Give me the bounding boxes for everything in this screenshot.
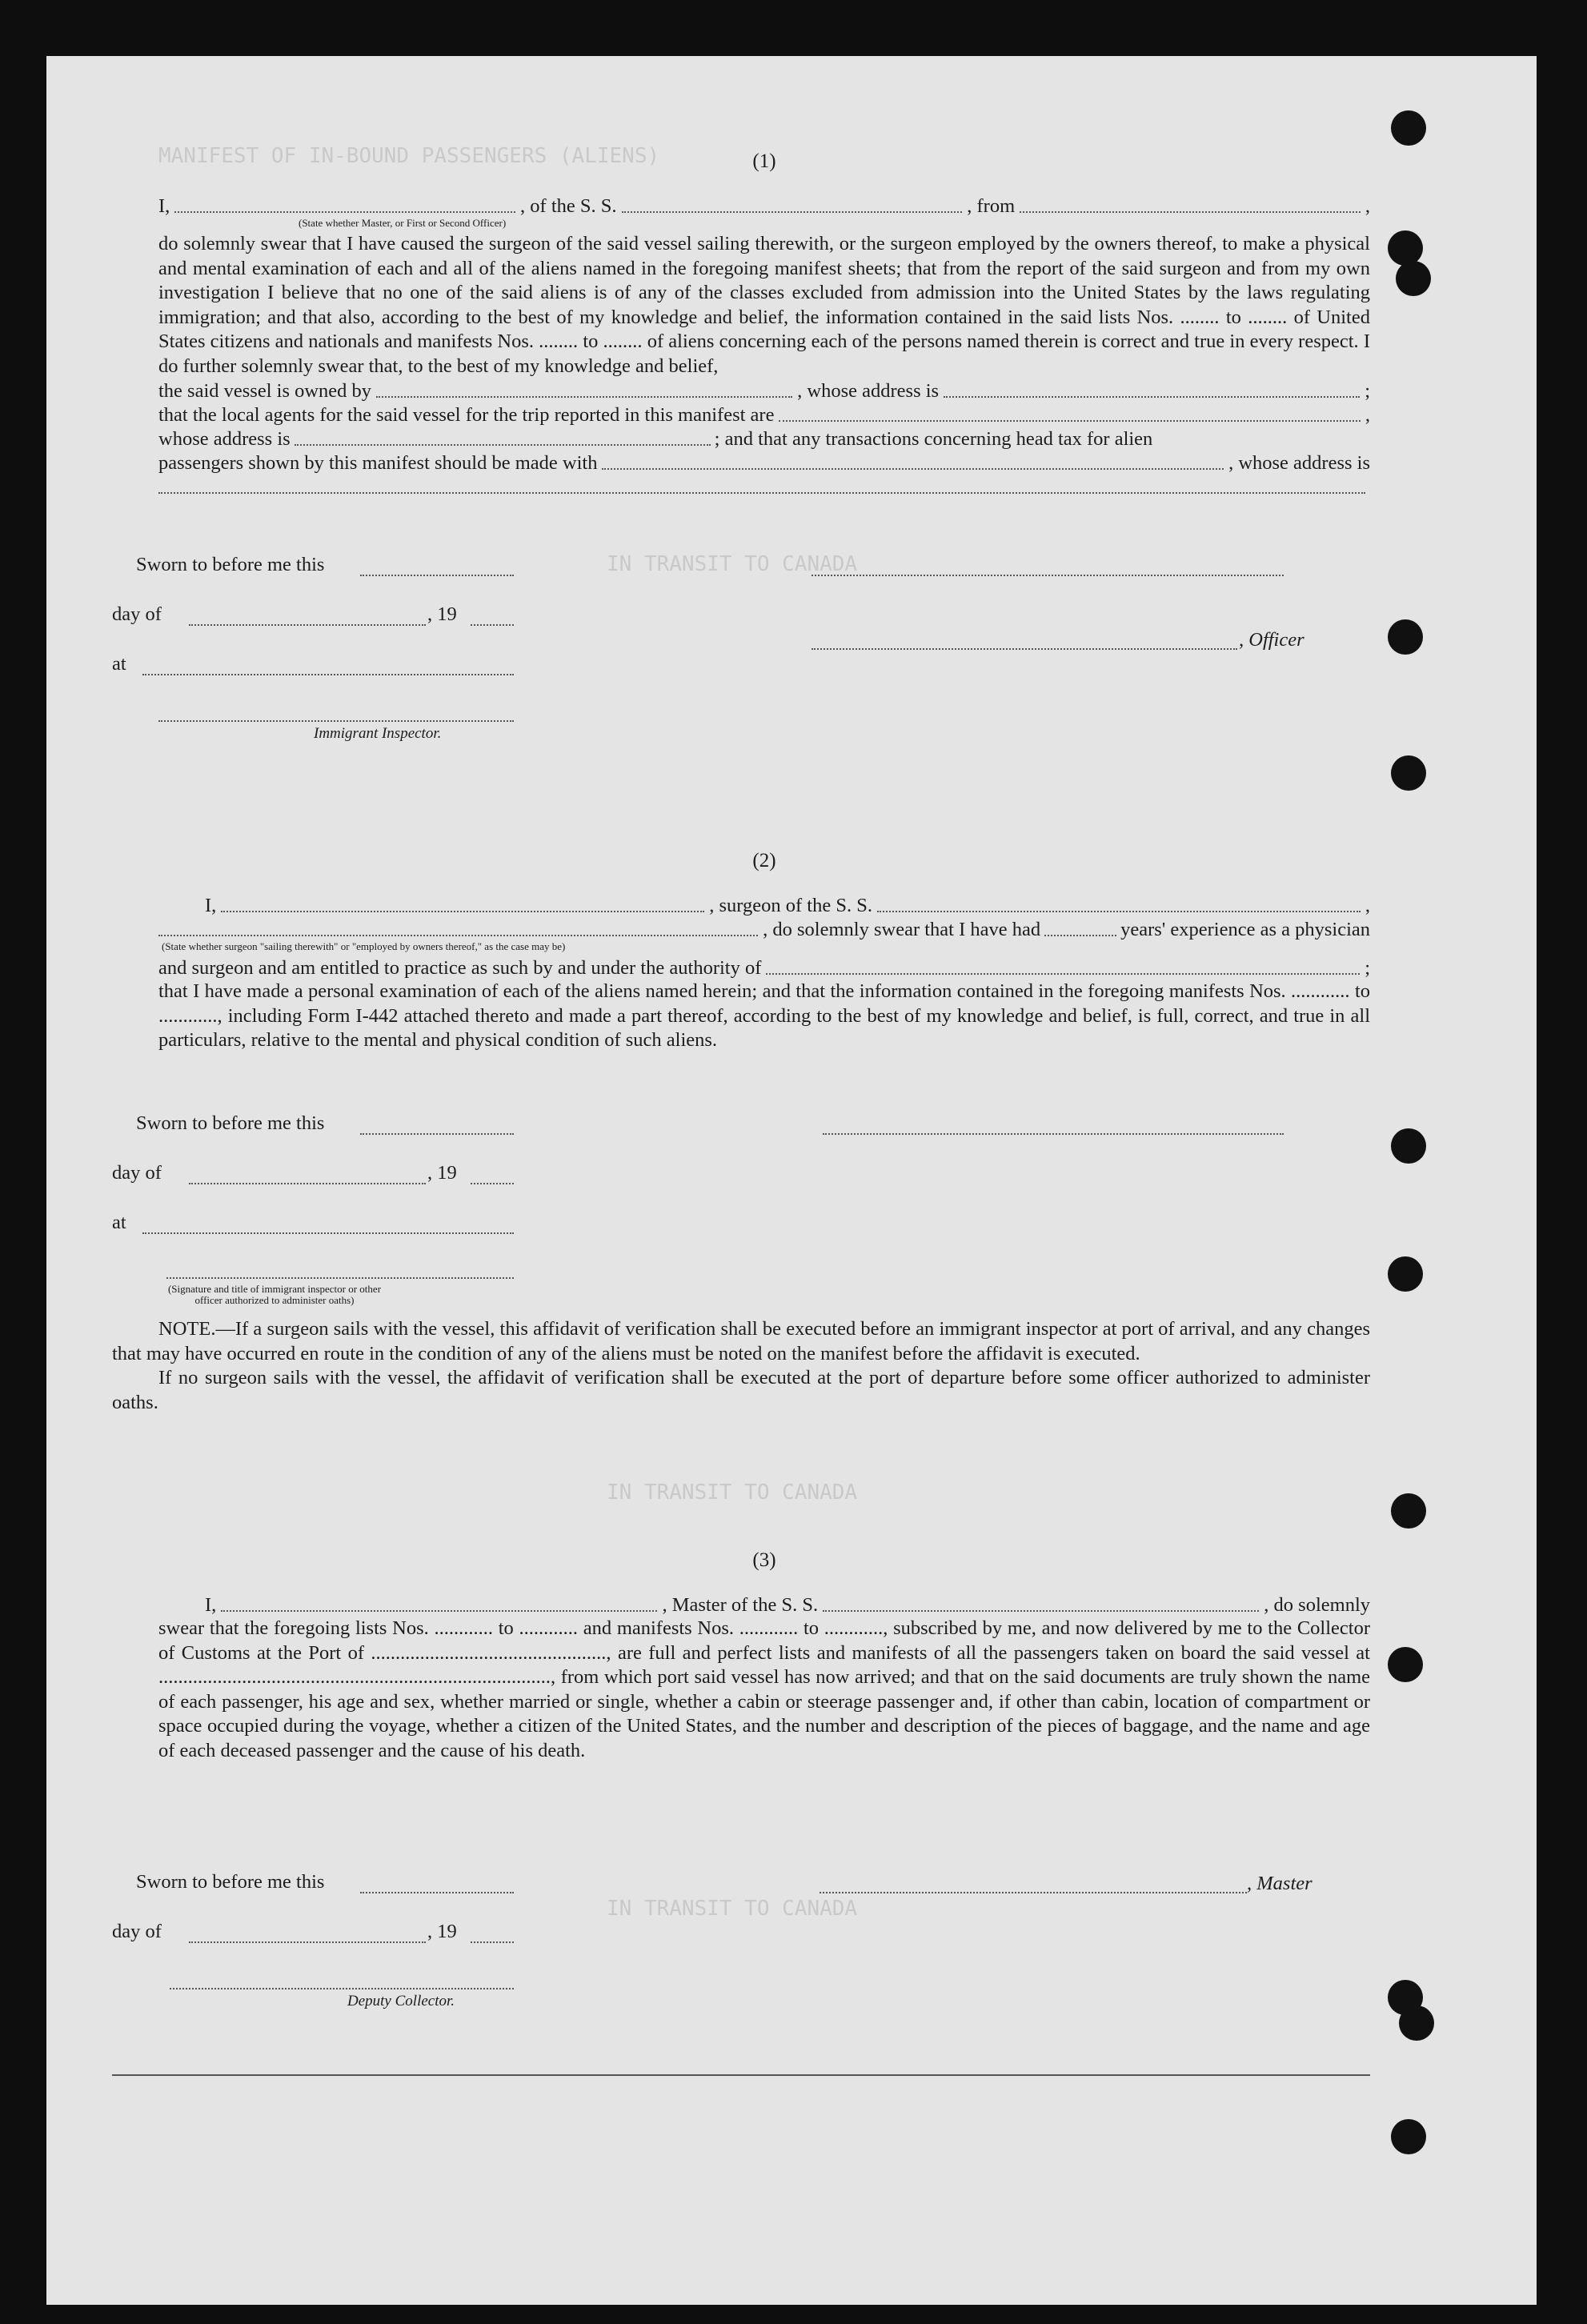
- sworn-label: Sworn to before me this: [136, 1871, 325, 1893]
- punch-hole: [1388, 1256, 1423, 1292]
- at-field[interactable]: [142, 674, 514, 675]
- head-tax-address-line: [158, 475, 1370, 499]
- signature-caption: (Signature and title of immigrant inspector or other officer authorized to administer oaths): [167, 1283, 382, 1306]
- at-label: at: [112, 653, 126, 675]
- officer-line: I, , of the S. S. , from ,: [158, 195, 1371, 217]
- master-line: I, , Master of the S. S. , do solemnly: [205, 1594, 1371, 1616]
- at-label: at: [112, 1212, 126, 1233]
- punch-hole: [1391, 755, 1426, 791]
- agents-line: that the local agents for the said vessel for the trip reported in this manifest are ,: [158, 404, 1370, 426]
- vessel-name-field[interactable]: [622, 211, 963, 213]
- officer-signature-field[interactable]: [812, 575, 1284, 576]
- day-field[interactable]: [189, 624, 426, 626]
- sworn-label: Sworn to before me this: [136, 1112, 325, 1134]
- master-vessel-field[interactable]: [823, 1610, 1259, 1612]
- year-field[interactable]: [471, 1183, 514, 1184]
- year-field[interactable]: [471, 624, 514, 626]
- bleed-through: IN TRANSIT TO CANADA: [607, 1481, 858, 1505]
- at-field[interactable]: [142, 1232, 514, 1234]
- punch-hole: [1399, 2005, 1434, 2041]
- authority-line: and surgeon and am entitled to practice as such by and under the authority of ;: [158, 957, 1370, 979]
- master-label: , Master: [1247, 1873, 1312, 1894]
- officer-caption: (State whether Master, or First or Second Officer): [299, 217, 507, 229]
- punch-hole: [1388, 619, 1423, 655]
- experience-line: , do solemnly swear that I have had years' experience as a physician: [158, 917, 1370, 941]
- punch-hole: [1391, 2119, 1426, 2154]
- year-label: , 19: [427, 603, 457, 625]
- surgeon-signature-field[interactable]: [823, 1133, 1284, 1135]
- punch-hole: [1388, 230, 1423, 266]
- years-field[interactable]: [1044, 935, 1116, 936]
- officer-label: , Officer: [1239, 629, 1304, 651]
- authority-field[interactable]: [766, 973, 1360, 975]
- year-label: , 19: [427, 1162, 457, 1184]
- punch-hole: [1396, 261, 1431, 296]
- master-signature-field[interactable]: [820, 1892, 1247, 1893]
- owner-address-field[interactable]: [944, 396, 1360, 398]
- surgeon-vessel-field[interactable]: [877, 911, 1361, 912]
- sworn-date-field[interactable]: [360, 1892, 514, 1893]
- sworn-date-field[interactable]: [360, 1133, 514, 1135]
- oath-text: do solemnly swear that I have caused the surgeon of the said vessel sailing therewith, or the surgeon employed by the owners thereof, to make a physical and mental examination of each and all of the aliens named in the foregoing manifest sheets; that from the report of the said surgeon and from my own investigation I believe that no one of the said aliens is of any of the classes excluded from admission into the United States by the laws regulating immigration; and that also, according to the best of my knowledge and belief, the information contained in the said lists Nos. ........ to ........ of United States citizens and nationals and manifests Nos. ........ to ........ of aliens concerning each of the persons named therein is correct and true in every respect. I do further solemnly swear that, to the best of my knowledge and belief,: [158, 233, 1370, 377]
- bleed-through: IN TRANSIT TO CANADA: [607, 1897, 858, 1921]
- day-field[interactable]: [189, 1183, 426, 1184]
- sworn-date-field[interactable]: [360, 575, 514, 576]
- owner-field[interactable]: [376, 396, 792, 398]
- footer-rule: [112, 2074, 1370, 2076]
- bleed-through: MANIFEST OF IN-BOUND PASSENGERS (ALIENS): [158, 144, 660, 168]
- form-page: [46, 56, 1537, 2305]
- agents-address-field[interactable]: [295, 444, 711, 446]
- sworn-label: Sworn to before me this: [136, 554, 325, 575]
- day-label: day of: [112, 603, 162, 625]
- surgeon-status-field[interactable]: [158, 935, 758, 936]
- note-paragraph: [112, 1317, 1370, 1415]
- note-2: If no surgeon sails with the vessel, the affidavit of verification shall be executed at the port of departure before some officer authorized to administer oaths.: [112, 1367, 1370, 1413]
- section-number: (3): [752, 1549, 776, 1571]
- day-field[interactable]: [189, 1941, 426, 1943]
- master-oath-text: swear that the foregoing lists Nos. ............ to ............ and manifests Nos. ............ to ............, subscribed by me, and now delivered by me to the Collector of Customs at the Port of ................................................, are full and perfect lists and manifests of all the passengers taken on board the said vessel at ................................................................................, from which port said vessel has now arrived; and that on the said documents are truly shown the name of each passenger, his age and sex, whether married or single, whether a cabin or steerage passenger and, if other than cabin, location of compartment or space occupied during the voyage, whether a citizen of the United States, and the number and description of the pieces of baggage, and the name and age of each deceased passenger and the cause of his death.: [158, 1617, 1370, 1761]
- surgeon-caption: (State whether surgeon "sailing therewith" or "employed by owners thereof," as the case may be): [162, 940, 566, 952]
- punch-hole: [1388, 1647, 1423, 1682]
- punch-hole: [1391, 1493, 1426, 1529]
- section-number: (2): [752, 850, 776, 872]
- officer-signature-field-2[interactable]: [812, 648, 1237, 650]
- punch-hole: [1391, 110, 1426, 146]
- inspector-signature-field[interactable]: [158, 720, 514, 722]
- agents-field[interactable]: [779, 420, 1360, 422]
- section-3: [158, 1549, 1370, 1763]
- inspector-signature-field[interactable]: [166, 1277, 514, 1279]
- head-tax-line: passengers shown by this manifest should be made with , whose address is: [158, 452, 1370, 474]
- collector-caption: Deputy Collector.: [347, 1993, 455, 2009]
- section-1: [158, 150, 1370, 499]
- master-name-field[interactable]: [221, 1610, 657, 1612]
- surgeon-name-field[interactable]: [221, 911, 704, 912]
- bleed-through: IN TRANSIT TO CANADA: [607, 552, 858, 576]
- year-field[interactable]: [471, 1941, 514, 1943]
- surgeon-oath-text: that I have made a personal examination of each of the aliens named herein; and that the information contained in the foregoing manifests Nos. ............ to ............, including Form I-442 attached thereto and made a part thereof, according to the best of my knowledge and belief, is full, correct, and true in all particulars, relative to the mental and physical condition of such aliens.: [158, 980, 1370, 1051]
- officer-name-field[interactable]: [174, 211, 515, 213]
- agents-address-line: whose address is ; and that any transactions concerning head tax for alien: [158, 428, 1153, 450]
- section-number: (1): [752, 150, 776, 172]
- note-1: NOTE.—If a surgeon sails with the vessel, this affidavit of verification shall be executed before an immigrant inspector at port of arrival, and any changes that may have occurred en route in the condition of any of the aliens must be noted on the manifest before the affidavit is executed.: [112, 1318, 1370, 1364]
- day-label: day of: [112, 1162, 162, 1184]
- day-label: day of: [112, 1921, 162, 1942]
- collector-signature-field[interactable]: [170, 1988, 514, 1989]
- section-2: [158, 850, 1370, 1053]
- head-tax-contact-field[interactable]: [602, 468, 1224, 470]
- inspector-caption: Immigrant Inspector.: [314, 725, 442, 742]
- owner-line: the said vessel is owned by , whose address is ;: [158, 380, 1371, 402]
- punch-hole: [1391, 1128, 1426, 1164]
- from-port-field[interactable]: [1020, 211, 1361, 213]
- year-label: , 19: [427, 1921, 457, 1942]
- head-tax-address-field[interactable]: [158, 492, 1365, 494]
- surgeon-line: I, , surgeon of the S. S. ,: [205, 895, 1371, 916]
